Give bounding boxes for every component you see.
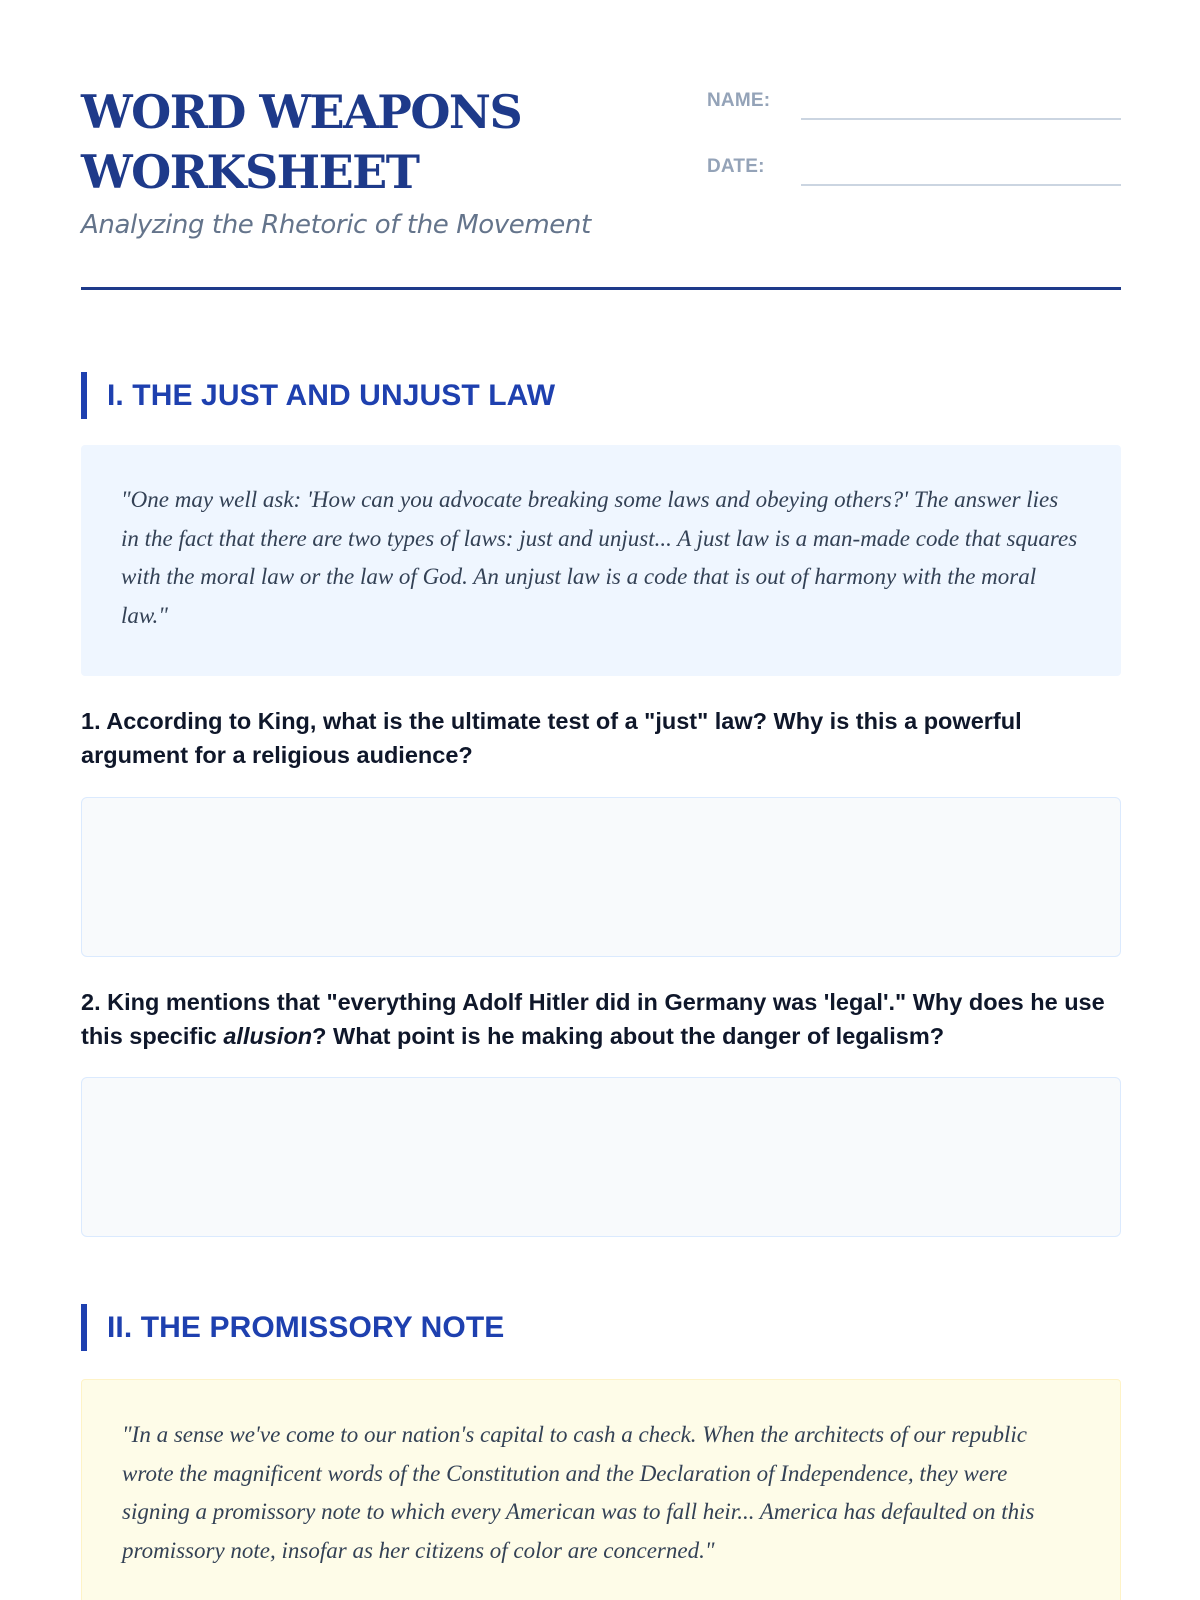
header-divider (81, 287, 1121, 290)
title-line-2: WORKSHEET (81, 145, 419, 199)
title-line-1: WORD WEAPONS (81, 85, 522, 139)
question-2-text-start: 2. King mentions that "everything Adolf Hitler did in Germany was 'legal'." Why does he use this specific (81, 989, 1105, 1049)
quote-box-just-law (81, 445, 1121, 676)
date-input-line[interactable] (801, 184, 1121, 186)
quote-text: "In a sense we've come to our nation's capital to cash a check. When the architects of our republic wrote the magnificent words of the Constitution and the Declaration of Independence, they were signing a promissory note to which every American was to fall heir... America has defaulted on this promissory note, insofar as her citizens of color are concerned." (122, 1422, 1035, 1563)
question-2 (81, 985, 1121, 1053)
worksheet-title (81, 82, 641, 202)
worksheet-subtitle: Analyzing the Rhetoric of the Movement (81, 210, 591, 240)
answer-box-question-1[interactable] (81, 797, 1121, 957)
section-title: II. THE PROMISSORY NOTE (107, 1311, 505, 1344)
date-label: DATE: (707, 156, 765, 177)
answer-box-question-2[interactable] (81, 1077, 1121, 1237)
question-1: 1. According to King, what is the ultimate test of a "just" law? Why is this a powerful argument for a religious audience? (81, 708, 1022, 768)
section-heading-promissory-note (81, 1304, 1121, 1351)
worksheet-header (81, 82, 1121, 292)
section-title: I. THE JUST AND UNJUST LAW (107, 379, 556, 412)
question-2-emphasis: allusion (223, 1023, 313, 1049)
date-field (707, 150, 1121, 190)
name-field (707, 84, 1121, 124)
section-accent-bar (81, 1304, 87, 1351)
quote-box-promissory-note (81, 1379, 1121, 1600)
name-label: NAME: (707, 90, 771, 111)
name-input-line[interactable] (801, 118, 1121, 120)
worksheet-page (81, 0, 1121, 1600)
quote-text: "One may well ask: 'How can you advocate breaking some laws and obeying others?' The answer lies in the fact that there are two types of laws: just and unjust... A just law is a man-made code that squares with the moral law or the law of God. An unjust law is a code that is out of harmony with the moral law." (121, 487, 1078, 628)
question-2-text-end: ? What point is he making about the danger of legalism? (312, 1023, 945, 1049)
section-accent-bar (81, 372, 87, 419)
section-heading-just-unjust-law (81, 372, 1121, 419)
